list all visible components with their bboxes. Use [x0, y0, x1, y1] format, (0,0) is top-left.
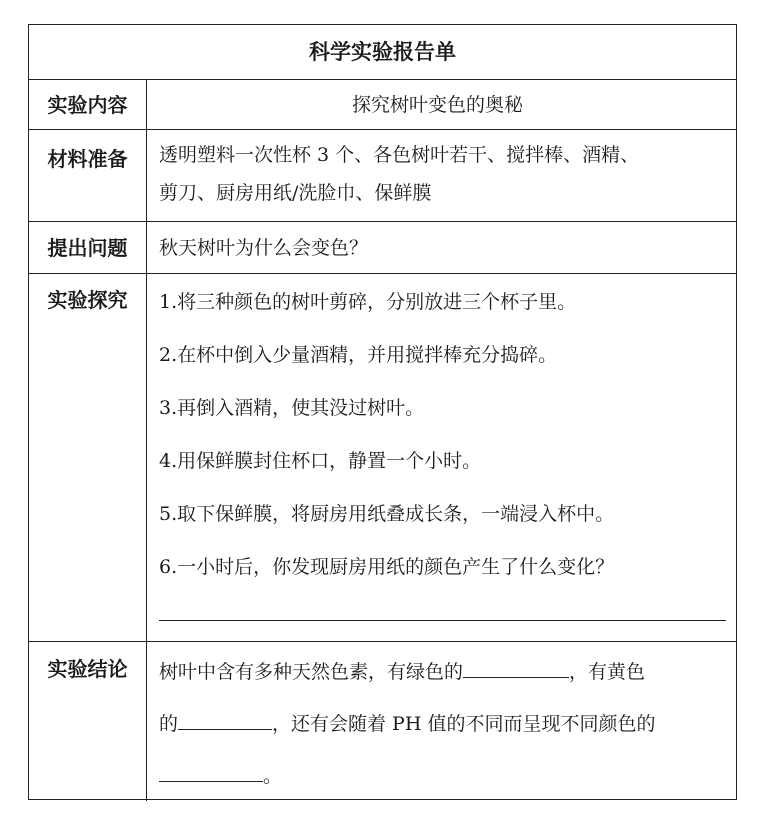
conclusion-line-2 [159, 698, 728, 750]
materials-line-1: 透明塑料一次性杯 3 个、各色树叶若干、搅拌棒、酒精、 [159, 144, 640, 166]
conclusion-text: 。 [263, 765, 283, 787]
value-explore [147, 274, 736, 641]
conclusion-line-1 [159, 646, 728, 698]
conclusion-text: 树叶中含有多种天然色素，有绿色的 [159, 661, 464, 683]
label-content: 实验内容 [29, 80, 147, 129]
fill-blank-yellow [178, 709, 272, 730]
row-conclusion [29, 641, 736, 801]
row-materials [29, 129, 736, 221]
explore-step: 5.取下保鲜膜，将厨房用纸叠成长条，一端浸入杯中。 [159, 503, 615, 525]
conclusion-text: ，还有会随着 PH 值的不同而呈现不同颜色的 [272, 713, 656, 735]
label-question: 提出问题 [29, 222, 147, 273]
explore-step: 1.将三种颜色的树叶剪碎，分别放进三个杯子里。 [159, 291, 577, 313]
page-title: 科学实验报告单 [309, 40, 456, 64]
value-conclusion [147, 642, 736, 801]
conclusion-text: 的 [159, 713, 179, 735]
answer-blank-line [159, 620, 726, 621]
materials-line-2: 剪刀、厨房用纸/洗脸巾、保鲜膜 [159, 182, 432, 204]
conclusion-line-3 [159, 750, 728, 802]
value-question: 秋天树叶为什么会变色？ [159, 237, 369, 259]
value-materials [147, 130, 736, 221]
value-content: 探究树叶变色的奥秘 [351, 94, 523, 116]
row-question [29, 221, 736, 273]
explore-step: 6.一小时后，你发现厨房用纸的颜色产生了什么变化？ [159, 556, 615, 578]
fill-blank-ph [159, 761, 263, 782]
experiment-report-sheet [28, 24, 737, 800]
explore-step: 4.用保鲜膜封住杯口，静置一个小时。 [159, 450, 482, 472]
row-content [29, 79, 736, 129]
title-row [29, 25, 736, 79]
explore-step: 3.再倒入酒精，使其没过树叶。 [159, 397, 425, 419]
fill-blank-green [463, 657, 569, 678]
label-conclusion: 实验结论 [29, 642, 147, 801]
row-explore [29, 273, 736, 641]
label-materials: 材料准备 [29, 130, 147, 221]
conclusion-text: ，有黄色 [569, 661, 646, 683]
label-explore: 实验探究 [29, 274, 147, 641]
explore-step: 2.在杯中倒入少量酒精，并用搅拌棒充分捣碎。 [159, 344, 558, 366]
